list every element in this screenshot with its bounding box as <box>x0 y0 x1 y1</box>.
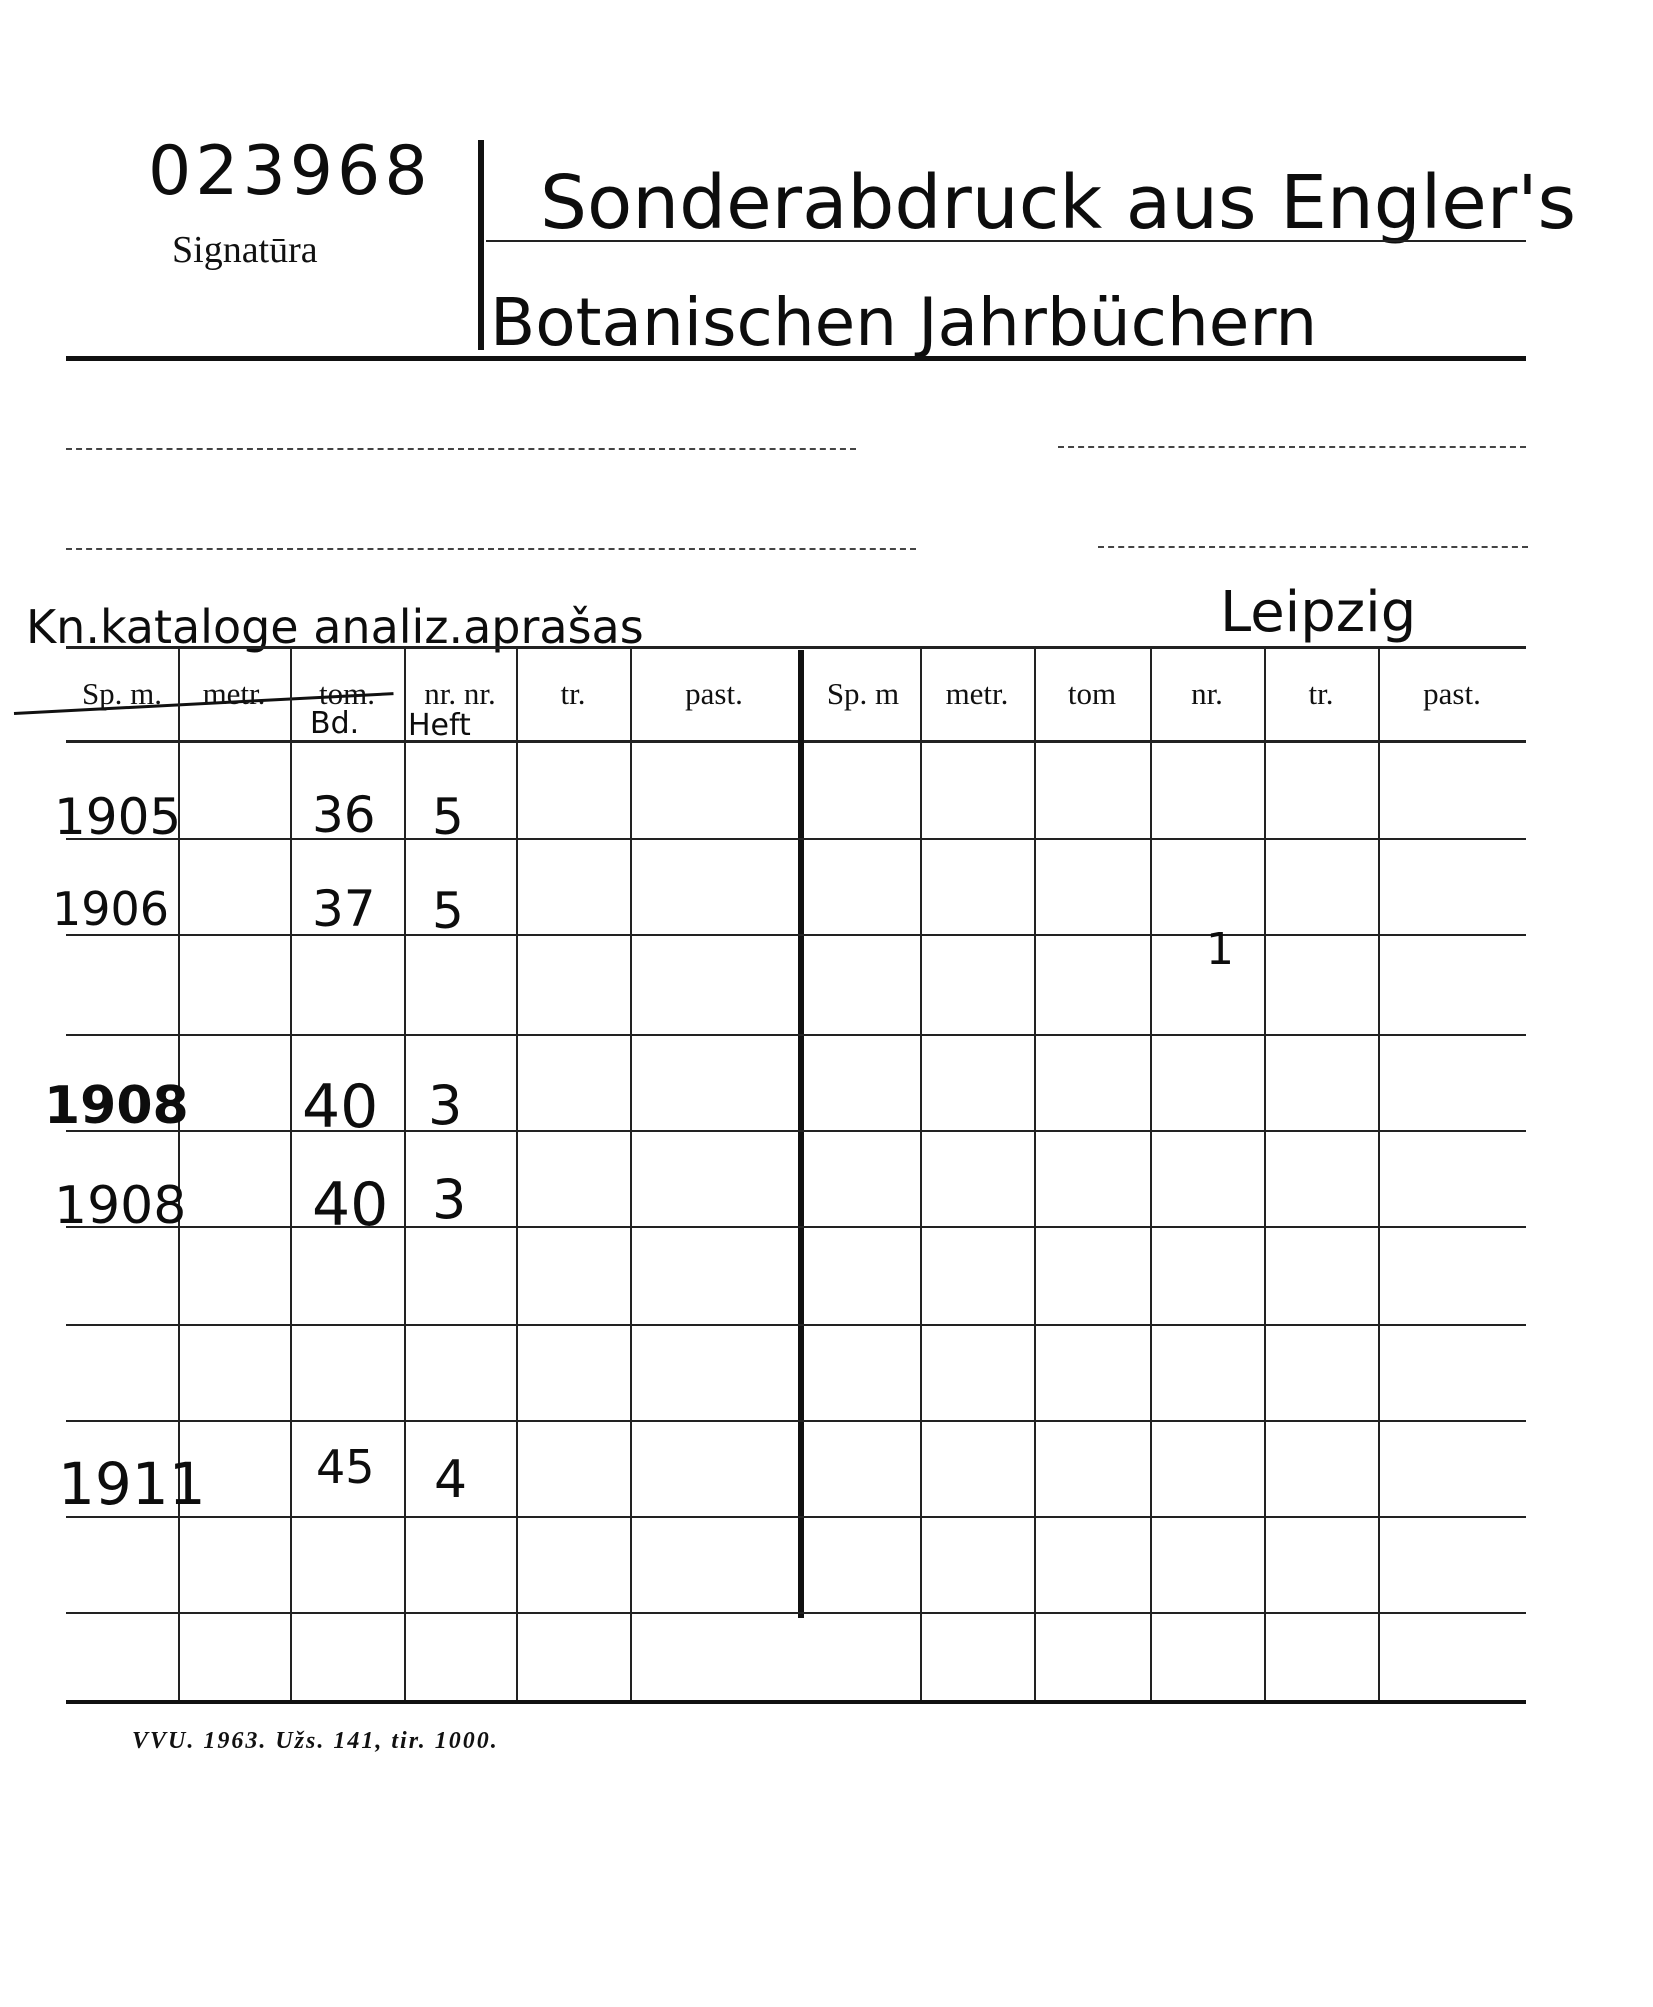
title-line-1: Sonderabdruck aus Engler's <box>540 160 1577 246</box>
header-bottom-rule <box>66 356 1526 361</box>
col-line-4 <box>516 646 518 1704</box>
table-header-rule <box>66 740 1526 743</box>
header-nr: nr. nr. <box>424 676 496 711</box>
col-line-6 <box>920 646 922 1704</box>
catalog-note: Kn.kataloge analiz.aprašas <box>26 600 644 654</box>
header-right-tom: tom <box>1067 676 1117 711</box>
header-tom: tom. <box>319 676 375 711</box>
title-line-2: Botanischen Jahrbüchern <box>490 284 1318 361</box>
row-line-4 <box>66 1130 1526 1132</box>
row-5-issue: 4 <box>434 1450 468 1510</box>
col-line-2 <box>290 646 292 1704</box>
col-line-3 <box>404 646 406 1704</box>
row-4-volume: 40 <box>312 1170 389 1240</box>
row-3-issue: 3 <box>428 1074 463 1137</box>
col-line-5 <box>630 646 632 1704</box>
row-4-issue: 3 <box>432 1168 467 1231</box>
header-sp-m: Sp. m. <box>81 676 163 711</box>
header-tr: tr. <box>560 676 586 711</box>
header-annotation-bd: Bd. <box>310 706 360 741</box>
blank-line-1a <box>66 448 856 450</box>
row-4-year: 1908 <box>54 1176 187 1236</box>
col-line-10 <box>1378 646 1380 1704</box>
row-1-issue: 5 <box>432 788 464 846</box>
row-line-7 <box>66 1420 1526 1422</box>
header-right-tr: tr. <box>1308 676 1334 711</box>
row-1-year: 1905 <box>54 788 182 846</box>
title-underline-1 <box>486 240 1526 242</box>
header-right-past: past. <box>1423 676 1481 711</box>
row-5-volume: 45 <box>316 1440 375 1494</box>
row-line-8 <box>66 1516 1526 1518</box>
table-bottom-rule <box>66 1700 1526 1704</box>
row-2-year: 1906 <box>52 882 170 936</box>
row-line-6 <box>66 1324 1526 1326</box>
header-right-metr: metr. <box>945 676 1009 711</box>
header-divider <box>478 140 484 350</box>
header-past: past. <box>685 676 743 711</box>
place-of-publication: Leipzig <box>1220 580 1417 645</box>
row-5-year: 1911 <box>58 1450 206 1518</box>
row-line-1 <box>66 838 1526 840</box>
row-line-3 <box>66 1034 1526 1036</box>
blank-line-2a <box>66 548 916 550</box>
row-line-5 <box>66 1226 1526 1228</box>
row-3-volume: 40 <box>302 1072 379 1142</box>
blank-line-2b <box>1098 546 1528 548</box>
signature-label: Signatūra <box>172 229 318 271</box>
row-3-year: 1908 <box>44 1076 189 1136</box>
row-2-volume: 37 <box>312 880 376 938</box>
row-line-2 <box>66 934 1526 936</box>
footer-print-info: VVU. 1963. Užs. 141, tir. 1000. <box>132 1728 499 1754</box>
header-right-nr: nr. <box>1191 676 1223 711</box>
col-line-7 <box>1034 646 1036 1704</box>
table-top-rule <box>66 646 1526 649</box>
blank-line-1b <box>1058 446 1526 448</box>
header-metr: metr. <box>202 676 266 711</box>
center-double-rule <box>798 650 804 1618</box>
row-2-issue: 5 <box>432 882 464 940</box>
right-nr-mark: 1 <box>1206 924 1234 975</box>
row-1-volume: 36 <box>312 786 376 844</box>
col-line-8 <box>1150 646 1152 1704</box>
signature-number: 023968 <box>148 132 432 211</box>
header-right-sp-m: Sp. m <box>826 676 900 711</box>
header-annotation-heft: Heft <box>408 708 471 743</box>
row-line-9 <box>66 1612 1526 1614</box>
col-line-9 <box>1264 646 1266 1704</box>
